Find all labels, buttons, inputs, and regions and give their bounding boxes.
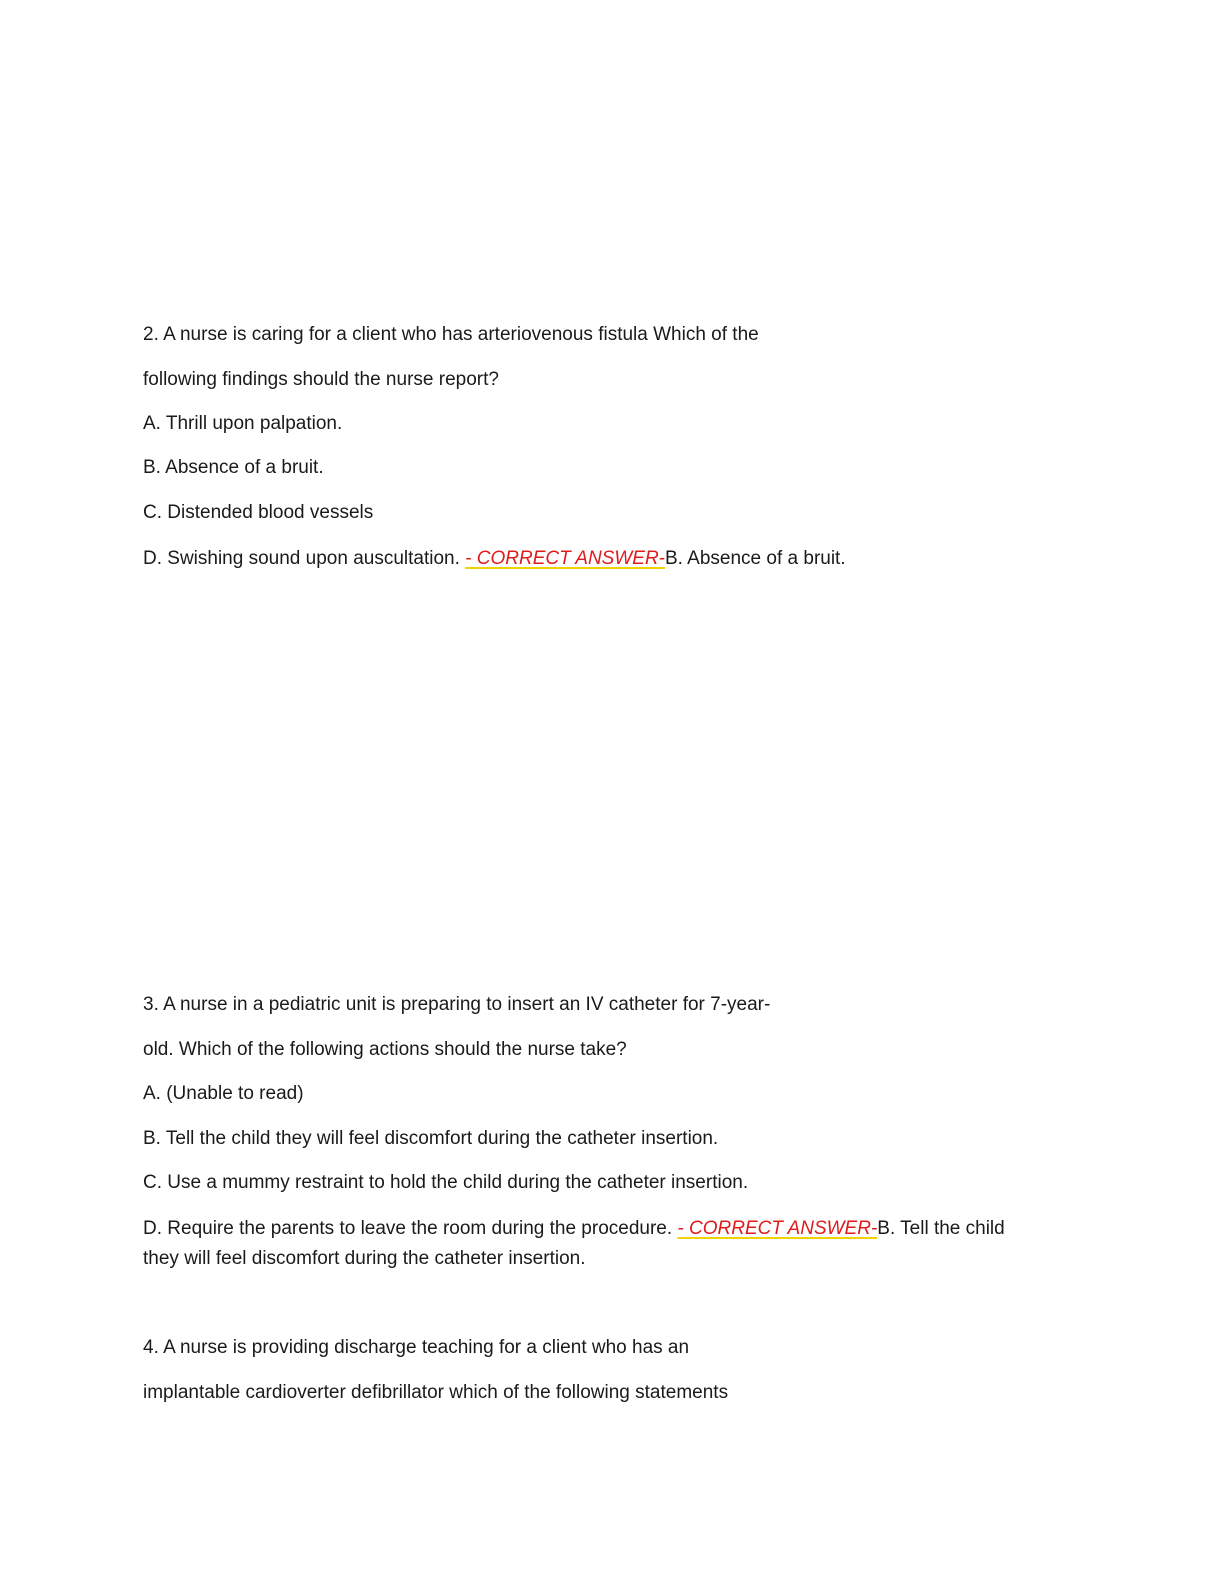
question-3-option-d: D. Require the parents to leave the room during the procedure. <box>143 1218 678 1239</box>
question-4-stem-line-2: implantable cardioverter defibrillator which of the following statements <box>143 1382 729 1403</box>
question-3-option-b: B. Tell the child they will feel discomfort during the catheter insertion. <box>143 1128 719 1149</box>
question-3-answer-marker: - CORRECT ANSWER- <box>677 1218 878 1239</box>
question-3-answer-continuation: they will feel discomfort during the catheter insertion. <box>143 1248 586 1269</box>
question-3-answer: B. Tell the child <box>877 1218 1005 1239</box>
question-2-option-a: A. Thrill upon palpation. <box>143 413 343 434</box>
question-2-stem-line-2: following findings should the nurse report? <box>143 369 499 390</box>
question-3-option-c: C. Use a mummy restraint to hold the child during the catheter insertion. <box>143 1172 749 1193</box>
question-3-option-a: A. (Unable to read) <box>143 1083 304 1104</box>
question-4-stem-line-1: 4. A nurse is providing discharge teaching for a client who has an <box>143 1337 690 1358</box>
question-3-option-d-line <box>143 1214 1005 1244</box>
question-2-option-b: B. Absence of a bruit. <box>143 457 324 478</box>
question-2-option-c: C. Distended blood vessels <box>143 502 374 523</box>
question-2-answer: B. Absence of a bruit. <box>665 548 846 569</box>
question-2-option-d: D. Swishing sound upon auscultation. <box>143 548 466 569</box>
question-2-answer-marker: - CORRECT ANSWER- <box>465 548 665 569</box>
question-3-stem-line-1: 3. A nurse in a pediatric unit is preparing to insert an IV catheter for 7-year- <box>143 994 771 1015</box>
question-2-option-d-line <box>143 544 846 574</box>
question-3-stem-line-2: old. Which of the following actions should the nurse take? <box>143 1039 627 1060</box>
question-2-stem-line-1: 2. A nurse is caring for a client who has arteriovenous fistula Which of the <box>143 324 759 345</box>
